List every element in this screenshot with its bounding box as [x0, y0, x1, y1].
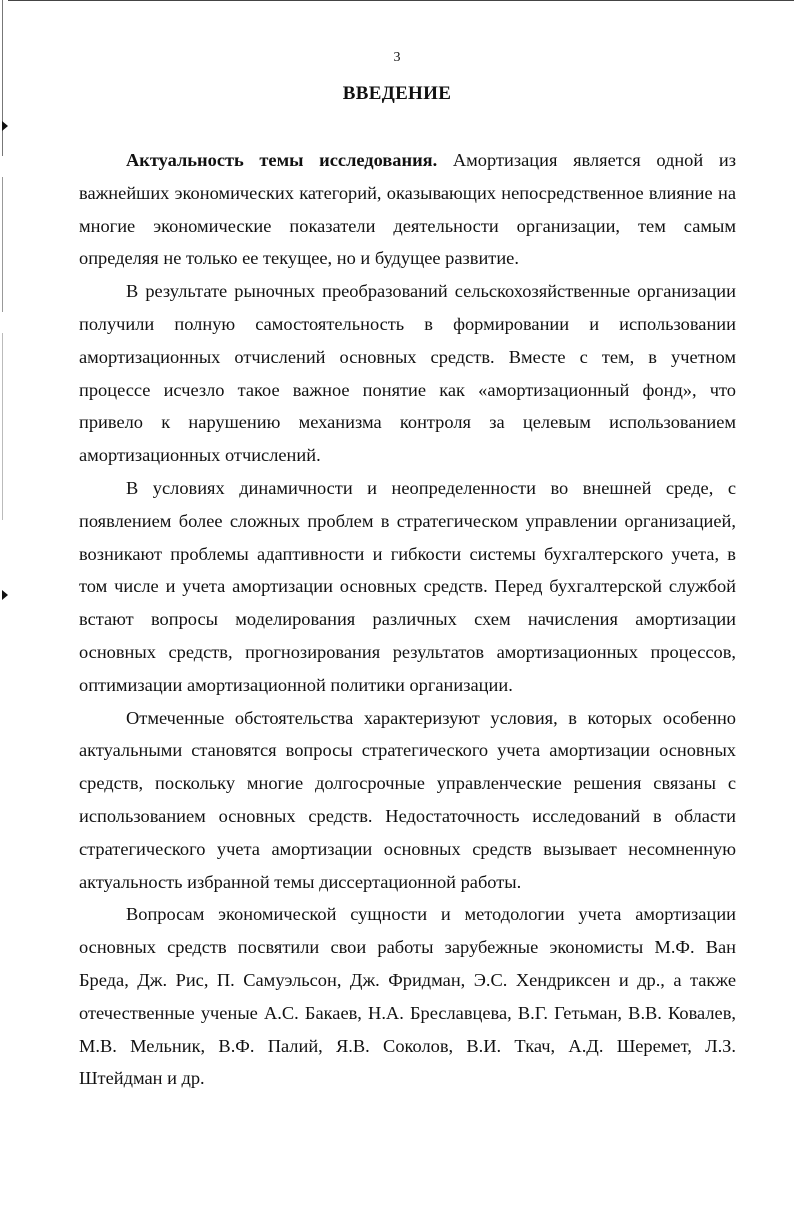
paragraph-relevance [79, 144, 736, 275]
margin-marker-icon [2, 590, 8, 600]
paragraph-circumstances: Отмеченные обстоятельства характеризуют условия, в которых особенно актуальными становятся вопросы стратегического учета амортизации основных средств, поскольку многие долгосрочные управленческие решения связаны с использованием основных средств. Недостаточность исследований в области стратегического учета амортизации основных средств вызывает несомненную актуальность избранной темы диссертационной работы. [79, 707, 736, 892]
paragraph-lead: Актуальность темы исследования. [126, 150, 438, 170]
scan-top-edge [8, 0, 794, 1]
paragraph-uncertainty: В условиях динамичности и неопределенности во внешней среде, с появлением более сложных проблем в стратегическом управлении организацией, возникают проблемы адаптивности и гибкости системы бухгалтерского учета, в том числе и учета амортизации основных средств. Перед бухгалтерской службой встают вопросы моделирования различных схем начисления амортизации основных средств, прогнозирования результатов амортизационных процессов, оптимизации амортизационной политики организации. [79, 477, 736, 695]
paragraph-text: Амортизация является одной из важнейших экономических категорий, оказывающих непосредственное влияние на многие экономические показатели деятельности организации, тем самым определяя не только ее текущее, но и будущее развитие. [79, 150, 736, 269]
section-heading: ВВЕДЕНИЕ [342, 83, 452, 104]
margin-marker-icon [2, 121, 8, 131]
scan-left-edge [2, 0, 3, 520]
page-number: 3 [393, 50, 401, 65]
paragraph-researchers: Вопросам экономической сущности и методологии учета амортизации основных средств посвятили свои работы зарубежные экономисты М.Ф. Ван Бреда, Дж. Рис, П. Самуэльсон, Дж. Фридман, Э.С. Хендриксен и др., а также отечественные ученые А.С. Бакаев, Н.А. Бреславцева, В.Г. Гетьман, В.В. Ковалев, М.В. Мельник, В.Ф. Палий, Я.В. Соколов, В.И. Ткач, А.Д. Шеремет, Л.З. Штейдман и др. [79, 904, 736, 1089]
paragraph-market-reforms: В результате рыночных преобразований сельскохозяйственные организации получили полную самостоятельность в формировании и использовании амортизационных отчислений основных средств. Вместе с тем, в учетном процессе исчезло такое важное понятие как «амортизационный фонд», что привело к нарушению механизма контроля за целевым использованием амортизационных отчислений. [79, 281, 736, 466]
body-text [79, 144, 736, 1095]
